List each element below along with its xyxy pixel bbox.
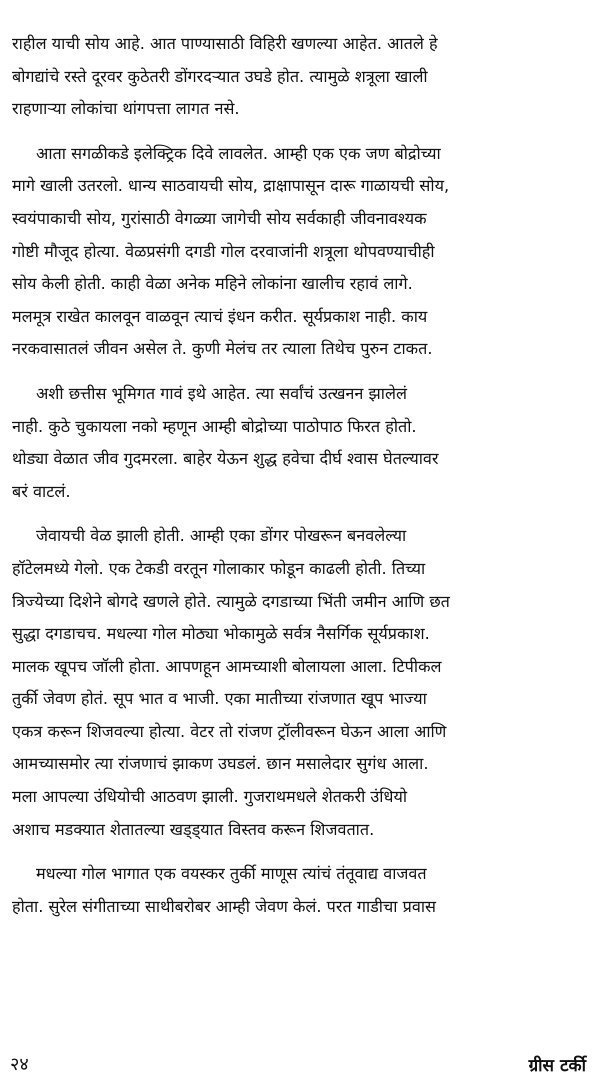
text-line: मलमूत्र राखेत कालवून वाळवून त्याचं इंधन करीत. सूर्यप्रकाश नाही. काय <box>12 306 428 326</box>
text-line: राहील याची सोय आहे. आत पाण्यासाठी विहिरी खणल्या आहेत. आतले हे <box>12 34 438 53</box>
page-number: २४ <box>10 1054 29 1075</box>
paragraph-4 <box>12 520 586 846</box>
text-line: अशाच मडक्यात शेतातल्या खड्ड्यात विस्तव करून शिजवतात. <box>12 819 375 839</box>
text-line: मधल्या गोल भागात एक वयस्कर तुर्की माणूस त्यांचं तंतूवाद्य वाजवत <box>36 864 427 884</box>
text-line: जेवायची वेळ झाली होती. आम्ही एका डोंगर पोखरून बनवलेल्या <box>36 526 407 546</box>
text-line: सुद्धा दगडाचच. मधल्या गोल मोठ्या भोकामुळे सर्वत्र नैसर्गिक सूर्यप्रकाश. <box>12 624 430 644</box>
text-line: गोष्टी मौजूद होत्या. वेळप्रसंगी दगडी गोल दरवाजांनी शत्रूला थोपवण्याचीही <box>12 241 435 261</box>
text-line: स्वयंपाकाची सोय, गुरांसाठी वेगळ्या जागेची सोय सर्वकाही जीवनावश्यक <box>12 208 427 228</box>
text-line: थोड्या वेळात जीव गुदमरला. बाहेर येऊन शुद्ध हवेचा दीर्घ श्वास घेतल्यावर <box>12 449 439 469</box>
text-line: त्रिज्येच्या दिशेने बोगदे खणले होते. त्यामुळे दगडाच्या भिंती जमीन आणि छत <box>12 591 450 611</box>
text-line: बरं वाटलं. <box>12 481 71 501</box>
text-line: नाही. कुठे चुकायला नको म्हणून आम्ही बोद्रोच्या पाठोपाठ फिरत होतो. <box>12 416 417 436</box>
text-line: आता सगळीकडे इलेक्ट्रिक दिवे लावलेत. आम्ही एक एक जण बोद्रोच्या <box>36 143 441 163</box>
text-line: होता. सुरेल संगीताच्या साथीबरोबर आम्ही जेवण केलं. परत गाडीचा प्रवास <box>12 896 436 916</box>
running-title: ग्रीस टर्की <box>528 1055 586 1076</box>
text-line: नरकवासातलं जीवन असेल ते. कुणी मेलंच तर त्याला तिथेच पुरुन टाकत. <box>12 339 433 359</box>
text-line: बोगद्यांचे रस्ते दूरवर कुठेतरी डोंगरदऱ्यात उघडे होत. त्यामुळे शत्रूला खाली <box>12 66 428 86</box>
body-text <box>12 28 586 923</box>
text-line: आमच्यासमोर त्या रांजणाचं झाकण उघडलं. छान मसालेदार सुगंध आला. <box>12 754 429 774</box>
text-line: एकत्र करून शिजवल्या होत्या. वेटर तो रांजण ट्रॉलीवरून घेऊन आला आणि <box>12 721 447 741</box>
text-line: राहणाऱ्या लोकांचा थांगपत्ता लागत नसे. <box>12 99 240 119</box>
text-line: सोय केली होती. काही वेळा अनेक महिने लोकांना खालीच रहावं लागे. <box>12 274 413 294</box>
paragraph-3 <box>12 378 586 508</box>
text-line: मालक खूपच जॉली होता. आपणहून आमच्याशी बोलायला आला. टिपीकल <box>12 656 442 676</box>
text-line: अशी छत्तीस भूमिगत गावं इथे आहेत. त्या सर्वांचं उत्खनन झालेलं <box>36 383 407 403</box>
paragraph-5 <box>12 858 586 923</box>
paragraph-1 <box>12 28 586 126</box>
text-line: तुर्की जेवण होतं. सूप भात व भाजी. एका मातीच्या रांजणात खूप भाज्या <box>12 689 427 709</box>
text-line: हॉटेलमध्ये गेलो. एक टेकडी वरतून गोलाकार फोडून काढली होती. तिच्या <box>12 558 426 578</box>
text-line: मागे खाली उतरलो. धान्य साठवायची सोय, द्राक्षापासून दारू गाळायची सोय, <box>12 176 450 196</box>
paragraph-2 <box>12 138 586 366</box>
text-line: मला आपल्या उंधियोची आठवण झाली. गुजराथमधले शेतकरी उंधियो <box>12 787 408 807</box>
page-footer <box>10 1052 586 1076</box>
